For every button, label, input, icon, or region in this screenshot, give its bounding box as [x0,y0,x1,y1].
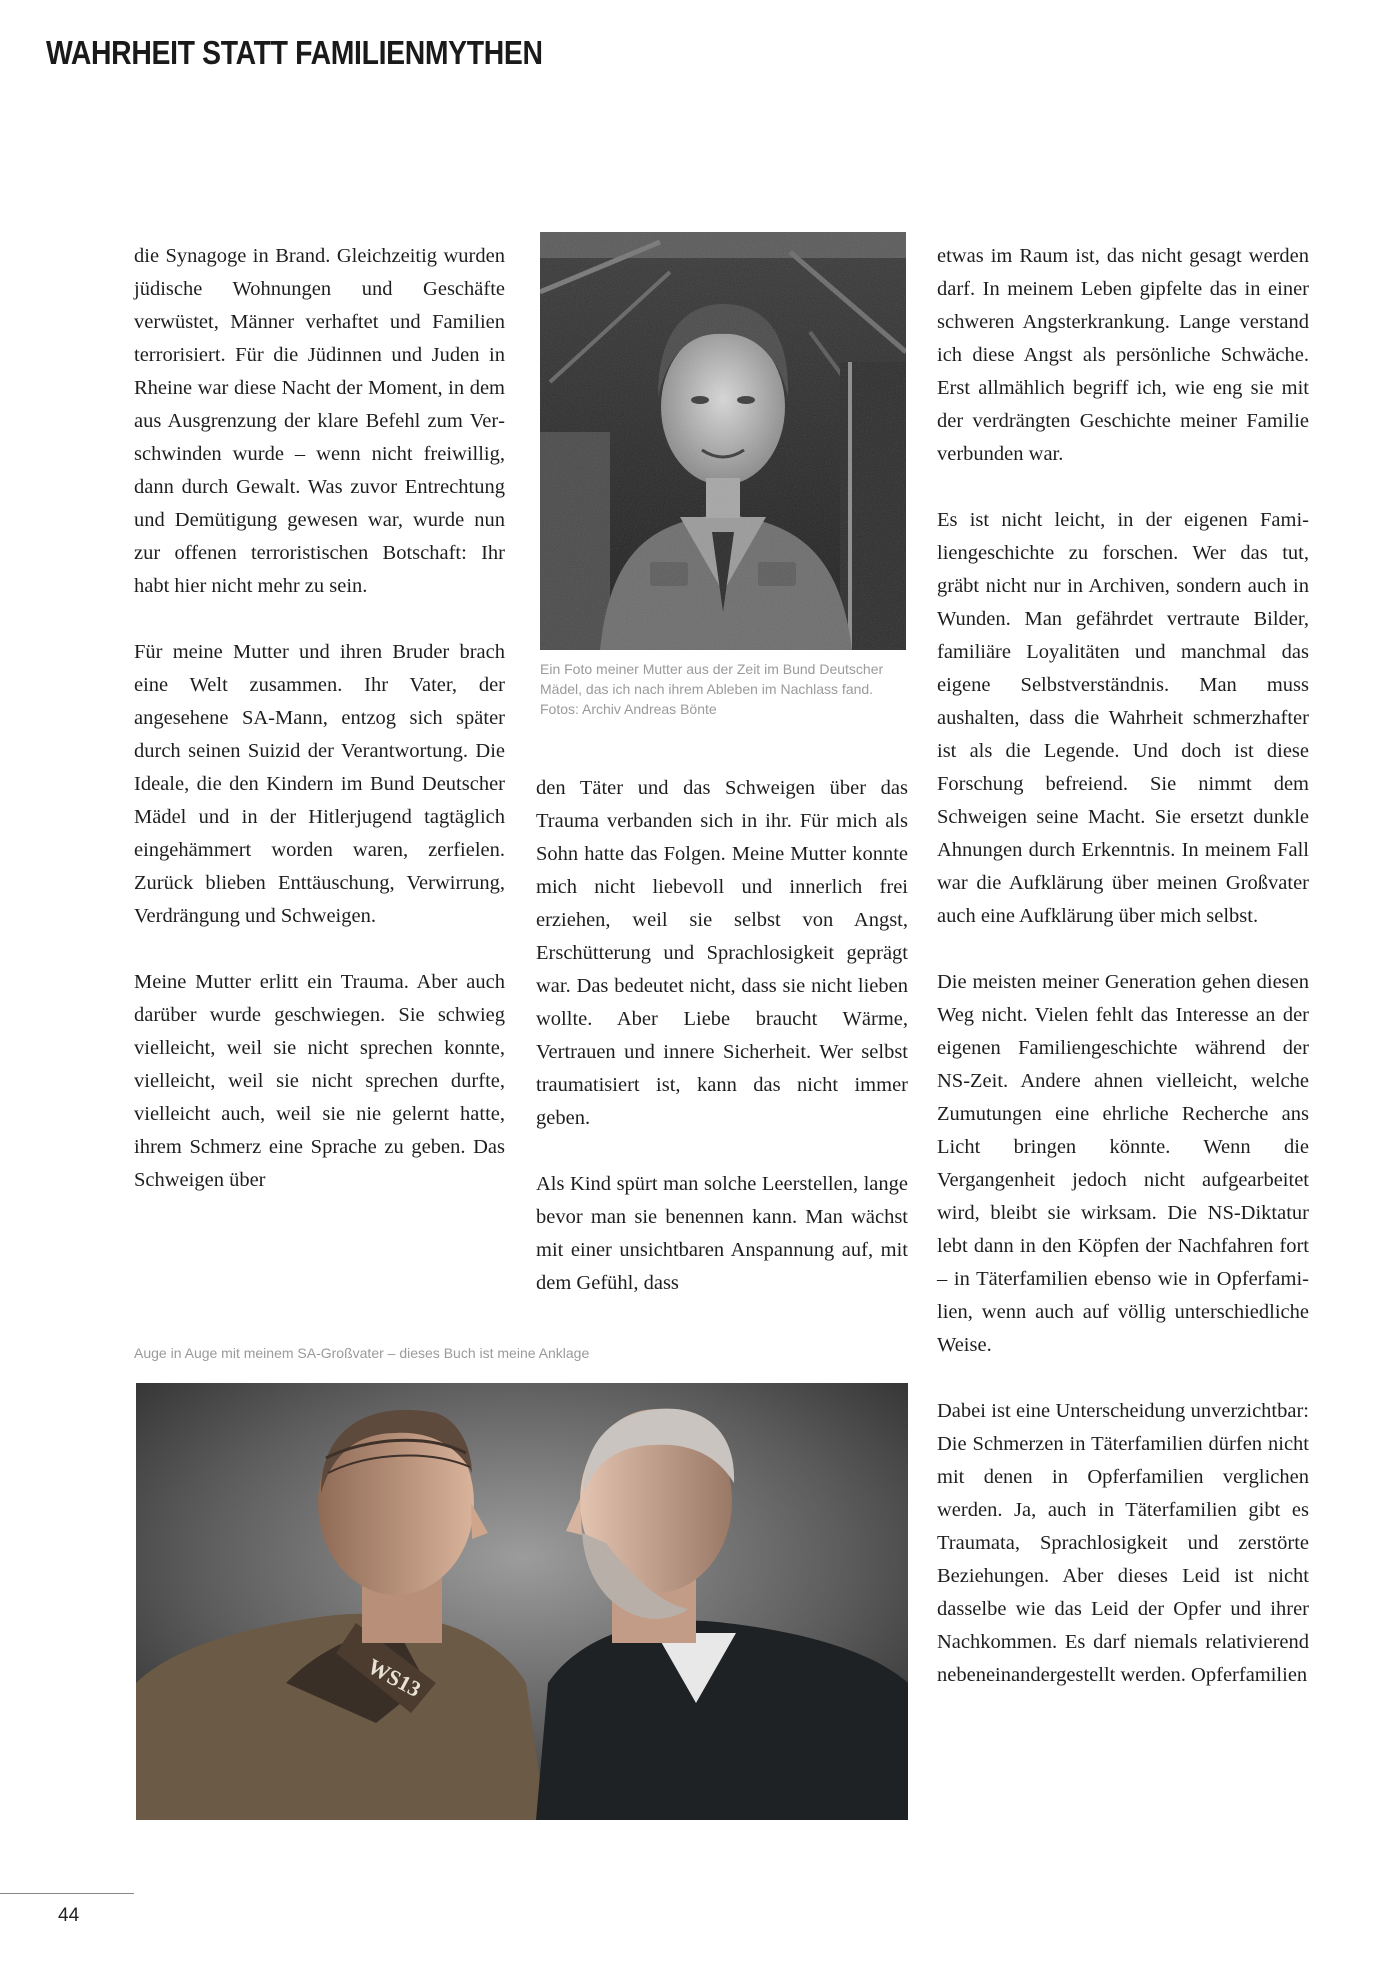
collar-insignia: WS13 [363,1653,426,1702]
paragraph: Für meine Mutter und ihren Bruder brach eine Welt zusammen. Ihr Vater, der angesehene SA-Mann, entzog sich später durch seinen Suizid der Verantwortung. Die Ideale, die den Kindern im Bund Deutscher Mädel und in der Hitlerjugend tagtäglich eingehämmert worden waren, zerfielen. Zurück blieben Enttäuschung, Verwirrung, Verdrängung und Schweigen. [134,641,505,927]
grandfather-face-to-face-photo [136,1383,908,1820]
page-header-title: WAHRHEIT STATT FAMILIENMYTHEN [46,34,543,71]
text-column-1 [134,240,505,1197]
mother-bdm-photo [540,232,906,650]
text-column-3 [937,240,1309,1692]
mother-photo-caption: Ein Foto meiner Mutter aus der Zeit im Bund Deutscher Mädel, das ich nach ihrem Ableben im Nachlass fand. Fotos: Archiv Andreas Bönte [540,661,884,717]
paragraph: die Synagoge in Brand. Gleichzeitig wurden jüdische Wohnungen und Geschäfte verwüstet, Männer verhaftet und Familien terrorisiert. Für die Jüdinnen und Juden in Rheine war diese Nacht der Moment, in dem aus Ausgrenzung der klare Befehl zum Verschwinden wurde – wenn nicht freiwillig, dann durch Gewalt. Was zuvor Entrechtung und Demütigung gewesen war, wurde nun zur offenen terroristischen Botschaft: Ihr habt hier nicht mehr zu sein. [134,245,505,597]
text-column-2 [536,772,908,1300]
footer-rule [0,1893,134,1894]
paragraph: etwas im Raum ist, das nicht gesagt werden darf. In meinem Leben gipfelte das in einer schweren Angsterkrankung. Lange verstand ich diese Angst als persönliche Schwäche. Erst allmählich begriff ich, wie eng sie mit der verdrängten Geschichte meiner Familie verbunden war. [937,245,1309,465]
paragraph: den Täter und das Schweigen über das Trauma verbanden sich in ihr. Für mich als Sohn hatte das Folgen. Meine Mutter konnte mich nicht liebevoll und innerlich frei erziehen, weil sie selbst von Angst, Erschütterung und Sprachlosigkeit geprägt war. Das bedeutet nicht, dass sie nicht lieben wollte. Aber Liebe braucht Wärme, Vertrauen und innere Sicherheit. Wer selbst traumatisiert ist, kann das nicht immer geben. [536,777,908,1129]
paragraph: Die meisten meiner Generation gehen diesen Weg nicht. Vielen fehlt das Interesse an der eigenen Familiengeschichte während der NS-Zeit. Andere ahnen vielleicht, welche Zumutungen eine ehrliche Recherche ans Licht bringen könnte. Wenn die Vergangenheit jedoch nicht aufgearbeitet wird, bleibt sie wirksam. Die NS-Diktatur lebt dann in den Köpfen der Nachfahren fort – in Täterfamilien ebenso wie in Opferfamilien, wenn auch auf völlig unterschiedliche Weise. [937,971,1309,1356]
paragraph: Meine Mutter erlitt ein Trauma. Aber auch darüber wurde geschwiegen. Sie schwieg vielleicht, weil sie nicht sprechen konnte, vielleicht, weil sie nicht sprechen durfte, vielleicht auch, weil sie nie gelernt hatte, ihrem Schmerz eine Sprache zu geben. Das Schweigen über [134,971,505,1191]
paragraph: Dabei ist eine Unterscheidung unverzichtbar: Die Schmerzen in Täterfamilien dürfen nicht mit denen in Opferfamilien verglichen werden. Ja, auch in Täterfamilien gibt es Traumata, Sprachlosigkeit und zerstörte Beziehungen. Aber dieses Leid ist nicht dasselbe wie das Leid der Opfer und ihrer Nachkommen. Es darf niemals relativierend nebeneinandergestellt werden. Opferfamilien [937,1400,1309,1686]
paragraph: Es ist nicht leicht, in der eigenen Familiengeschichte zu forschen. Wer das tut, gräbt nicht nur in Archiven, sondern auch in Wunden. Man gefährdet vertraute Bilder, familiäre Loyalitäten und manchmal das eigene Selbstverständnis. Man muss aushalten, dass die Wahrheit schmerzhafter ist als die Legende. Und doch ist diese Forschung befreiend. Sie nimmt dem Schweigen seine Macht. Sie ersetzt dunkle Ahnungen durch Erkenntnis. In meinem Fall war die Aufklärung über meinen Großvater auch eine Aufklärung über mich selbst. [937,509,1309,927]
paragraph: Als Kind spürt man solche Leerstellen, lange bevor man sie benennen kann. Man wächst mit einer unsichtbaren Anspannung auf, mit dem Gefühl, dass [536,1173,908,1294]
portrait-photo-caption: Auge in Auge mit meinem SA-Großvater – dieses Buch ist meine Anklage [134,1345,590,1361]
page-number: 44 [58,1905,80,1926]
